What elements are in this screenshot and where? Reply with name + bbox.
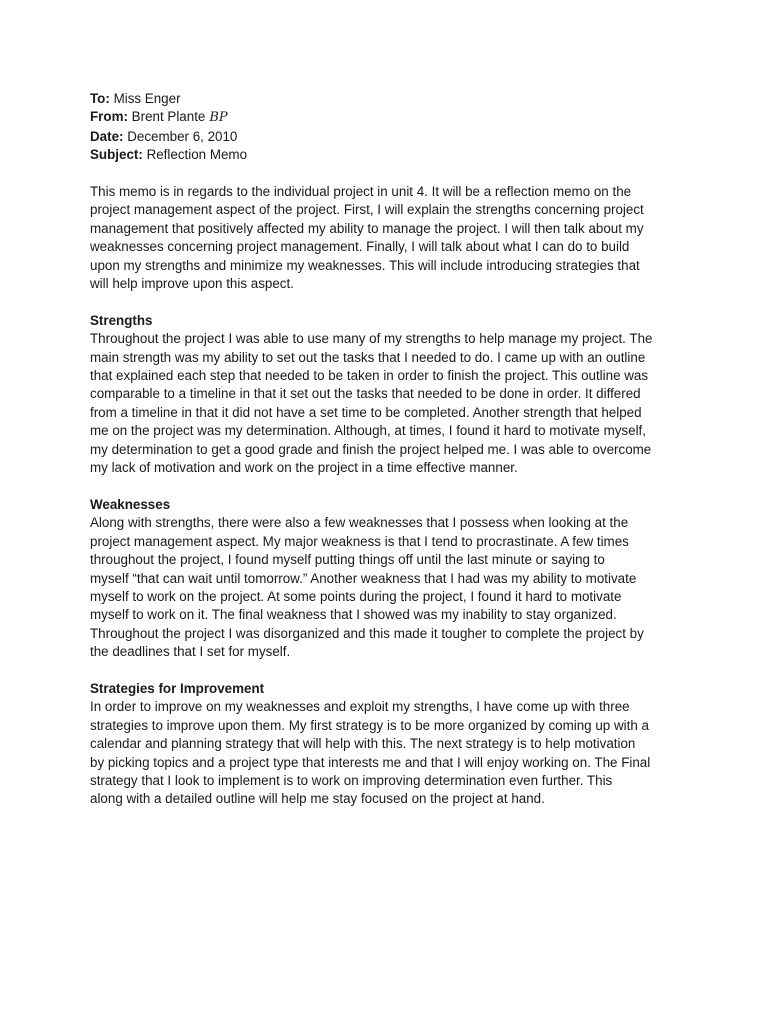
paragraph-line: throughout the project, I found myself putting things off until the last minute or saying to: [90, 552, 605, 568]
paragraph-line: management that positively affected my ability to manage the project. I will then talk about my: [90, 220, 644, 236]
to-value: Miss Enger: [113, 91, 181, 106]
handwritten-initials: BP: [209, 110, 228, 126]
paragraph-line: upon my strengths and minimize my weaknesses. This will include introducing strategies that: [90, 257, 640, 273]
paragraph-line: calendar and planning strategy that will help with this. The next strategy is to help motivation: [90, 736, 636, 752]
paragraph-line: me on the project was my determination. Although, at times, I found it hard to motivate myself,: [90, 423, 646, 439]
paragraph-line: project management aspect of the project. First, I will explain the strengths concerning project: [90, 202, 644, 218]
strengths-section: [90, 312, 690, 478]
memo-to-line: [90, 90, 690, 108]
paragraph-line: main strength was my ability to set out the tasks that I needed to do. I came up with an outline: [90, 349, 646, 365]
paragraph-line: Along with strengths, there were also a few weaknesses that I possess when looking at the: [90, 515, 629, 531]
weaknesses-section: [90, 496, 690, 662]
strategies-section: [90, 680, 690, 809]
paragraph-line: my determination to get a good grade and finish the project helped me. I was able to overcome: [90, 441, 652, 457]
paragraph-line: from a timeline in that it did not have a set time to be completed. Another strength that helped: [90, 404, 642, 420]
memo-page: [90, 90, 690, 809]
paragraph-line: myself to work on it. The final weakness that I showed was my inability to stay organized.: [90, 607, 617, 623]
to-label: To:: [90, 91, 110, 106]
subject-value: Reflection Memo: [146, 147, 248, 163]
paragraph-line: weaknesses concerning project management. Finally, I will talk about what I can do to build: [90, 239, 630, 255]
memo-subject-line: [90, 146, 690, 164]
from-value: Brent Plante: [131, 109, 206, 125]
strategies-heading: Strategies for Improvement: [90, 680, 265, 696]
weaknesses-heading: Weaknesses: [90, 496, 171, 512]
paragraph-line: This memo is in regards to the individual project in unit 4. It will be a reflection memo on the: [90, 184, 632, 200]
from-label: From:: [90, 109, 128, 125]
paragraph-line: the deadlines that I set for myself.: [90, 644, 291, 660]
paragraph-line: myself “that can wait until tomorrow.” Another weakness that I had was my ability to motivate: [90, 570, 637, 586]
intro-paragraph: [90, 183, 690, 293]
strategies-paragraph: [90, 698, 690, 808]
memo-date-line: [90, 128, 690, 146]
strengths-paragraph: [90, 330, 690, 477]
weaknesses-paragraph: [90, 514, 690, 661]
paragraph-line: strategy that I look to implement is to work on improving determination even further. This: [90, 772, 613, 788]
paragraph-line: comparable to a timeline in that it set out the tasks that needed to be done in order. It differed: [90, 386, 641, 402]
date-value: December 6, 2010: [127, 128, 238, 144]
paragraph-line: strategies to improve upon them. My first strategy is to be more organized by coming up with a: [90, 717, 649, 733]
paragraph-line: project management aspect. My major weakness is that I tend to procrastinate. A few times: [90, 533, 629, 549]
subject-label: Subject:: [90, 147, 143, 163]
paragraph-line: that explained each step that needed to be taken in order to finish the project. This outline was: [90, 368, 649, 384]
date-label: Date:: [90, 128, 124, 144]
paragraph-line: along with a detailed outline will help me stay focused on the project at hand.: [90, 791, 545, 807]
paragraph-line: will help improve upon this aspect.: [90, 276, 294, 292]
paragraph-line: by picking topics and a project type that interests me and that I will enjoy working on. The Final: [90, 754, 651, 770]
memo-from-line: [90, 108, 690, 127]
paragraph-line: Throughout the project I was able to use many of my strengths to help manage my project. The: [90, 331, 653, 347]
paragraph-line: myself to work on the project. At some points during the project, I found it hard to motivate: [90, 588, 622, 604]
paragraph-line: my lack of motivation and work on the project in a time effective manner.: [90, 460, 518, 476]
paragraph-line: Throughout the project I was disorganized and this made it tougher to complete the project by: [90, 625, 644, 641]
paragraph-line: In order to improve on my weaknesses and exploit my strengths, I have come up with three: [90, 699, 630, 715]
strengths-heading: Strengths: [90, 312, 153, 328]
intro-section: [90, 183, 690, 293]
